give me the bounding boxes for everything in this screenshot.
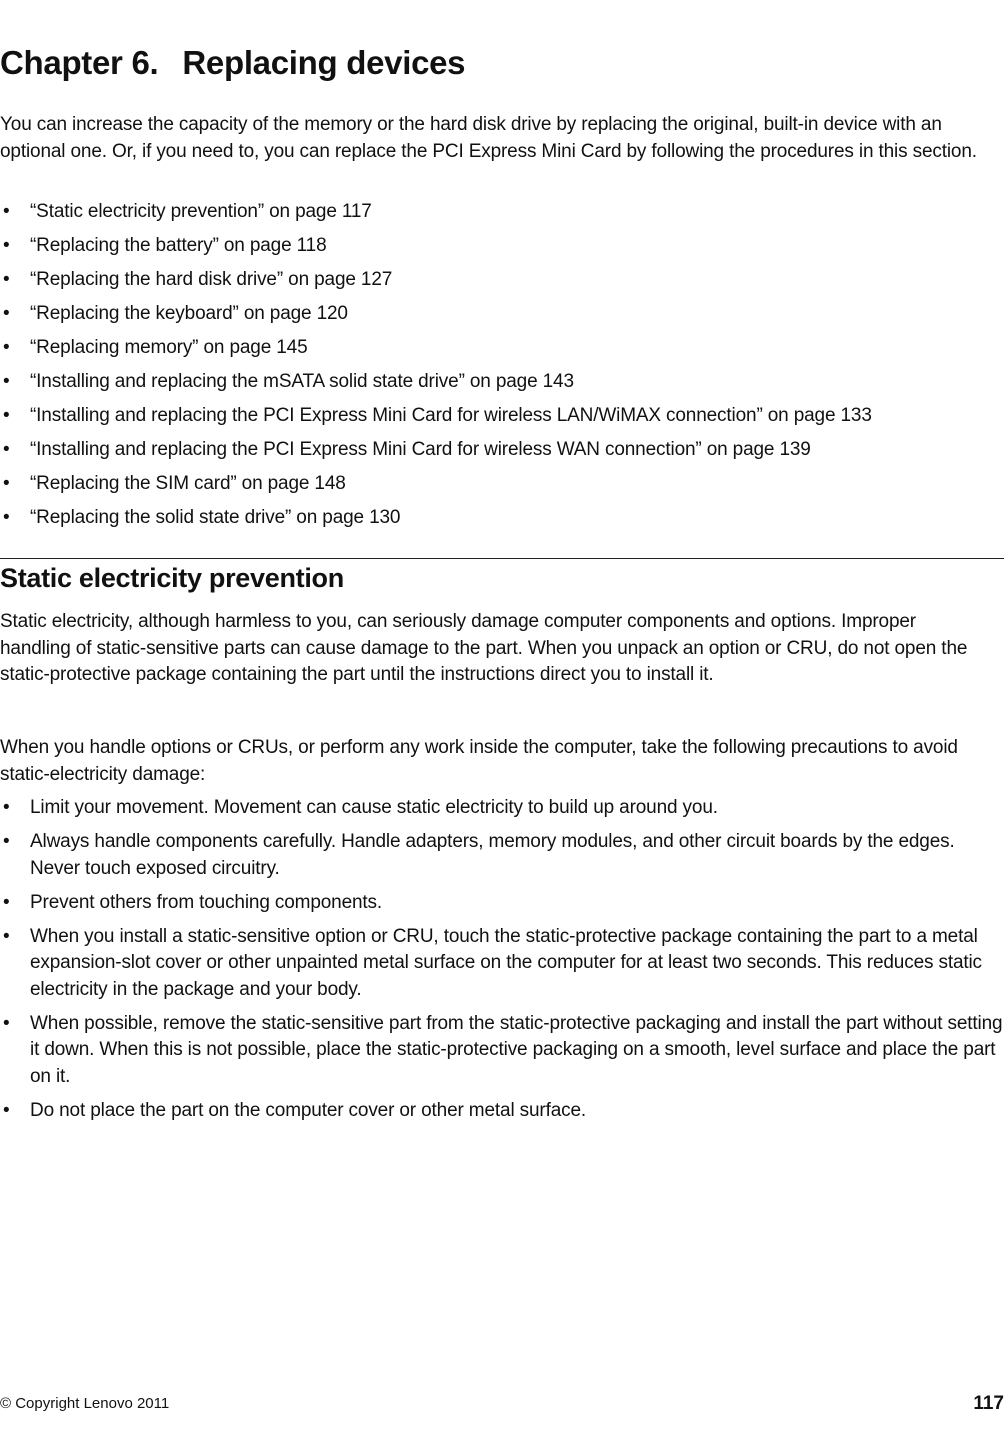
bullet-icon: • (3, 473, 10, 494)
bullet-icon: • (3, 405, 10, 426)
link-item[interactable] (0, 505, 1004, 539)
page-number: 117 (973, 1393, 1004, 1414)
section-link-list (0, 199, 1004, 539)
bullet-icon: • (3, 831, 10, 852)
bullet-icon: • (3, 439, 10, 460)
bullet-icon: • (3, 1012, 10, 1034)
bullet-icon: • (3, 371, 10, 392)
link-text[interactable]: “Static electricity prevention” on page 117 (30, 201, 372, 222)
static-paragraph-2: When you handle options or CRUs, or perform any work inside the computer, take the following precautions to avoid static-electricity damage: (0, 737, 958, 785)
bullet-icon: • (3, 797, 10, 818)
bullet-icon: • (3, 507, 10, 528)
link-item[interactable] (0, 437, 1004, 471)
precaution-item (0, 890, 1004, 917)
static-paragraph-1: Static electricity, although harmless to you, can seriously damage computer components and options. Improper handling of static-sensitive parts can cause damage to the part. When you unpack an option or CRU, do not open the static-protective package containing the part until the instructions direct you to install it. (0, 611, 968, 685)
precaution-item (0, 795, 1004, 822)
bullet-icon: • (3, 303, 10, 324)
bullet-icon: • (3, 891, 10, 913)
link-text[interactable]: “Replacing the SIM card” on page 148 (30, 473, 346, 494)
bullet-icon: • (3, 201, 10, 222)
intro-paragraph: You can increase the capacity of the memory or the hard disk drive by replacing the original, built-in device with an optional one. Or, if you need to, you can replace the PCI Express Mini Card by following the procedures in this section. (0, 114, 977, 162)
link-text[interactable]: “Replacing the hard disk drive” on page 127 (30, 269, 393, 290)
precaution-text: Do not place the part on the computer cover or other metal surface. (30, 1099, 587, 1121)
bullet-icon: • (3, 269, 10, 290)
precaution-text: When possible, remove the static-sensitive part from the static-protective packaging and install the part without setting it down. When this is not possible, place the static-protective packaging on a smooth, level surface and place the part on it. (30, 1012, 1003, 1087)
precaution-item (0, 1098, 1004, 1125)
link-text[interactable]: “Installing and replacing the PCI Express Mini Card for wireless WAN connection” on page 139 (30, 439, 811, 460)
chapter-number: Chapter 6. (0, 44, 159, 81)
precaution-list (0, 795, 1004, 1132)
section-divider (0, 558, 1004, 559)
bullet-icon: • (3, 235, 10, 256)
bullet-icon: • (3, 1099, 10, 1121)
precaution-item (0, 829, 1004, 882)
chapter-heading (0, 44, 465, 82)
link-item[interactable] (0, 233, 1004, 267)
link-item[interactable] (0, 335, 1004, 369)
chapter-title: Replacing devices (182, 44, 466, 81)
link-text[interactable]: “Replacing the battery” on page 118 (30, 235, 327, 256)
link-item[interactable] (0, 471, 1004, 505)
link-text[interactable]: “Installing and replacing the PCI Express Mini Card for wireless LAN/WiMAX connection” on page 133 (30, 405, 872, 426)
precaution-text: Prevent others from touching components. (30, 891, 383, 913)
link-text[interactable]: “Replacing the solid state drive” on page 130 (30, 507, 401, 528)
precaution-item (0, 1011, 1004, 1091)
link-text[interactable]: “Replacing memory” on page 145 (30, 337, 308, 358)
precaution-text: Limit your movement. Movement can cause static electricity to build up around you. (30, 797, 718, 818)
link-item[interactable] (0, 369, 1004, 403)
link-text[interactable]: “Replacing the keyboard” on page 120 (30, 303, 348, 324)
link-item[interactable] (0, 199, 1004, 233)
section-heading: Static electricity prevention (0, 563, 344, 593)
link-item[interactable] (0, 301, 1004, 335)
bullet-icon: • (3, 925, 10, 947)
copyright-notice: © Copyright Lenovo 2011 (0, 1395, 170, 1412)
link-item[interactable] (0, 267, 1004, 301)
bullet-icon: • (3, 337, 10, 358)
link-item[interactable] (0, 403, 1004, 437)
link-text[interactable]: “Installing and replacing the mSATA solid state drive” on page 143 (30, 371, 574, 392)
precaution-text: When you install a static-sensitive option or CRU, touch the static-protective package containing the part to a metal expansion-slot cover or other unpainted metal surface on the computer for at least two seconds. This reduces static electricity in the package and your body. (30, 925, 982, 1000)
precaution-item (0, 924, 1004, 1004)
precaution-text: Always handle components carefully. Handle adapters, memory modules, and other circuit boards by the edges. Never touch exposed circuitry. (30, 831, 955, 879)
